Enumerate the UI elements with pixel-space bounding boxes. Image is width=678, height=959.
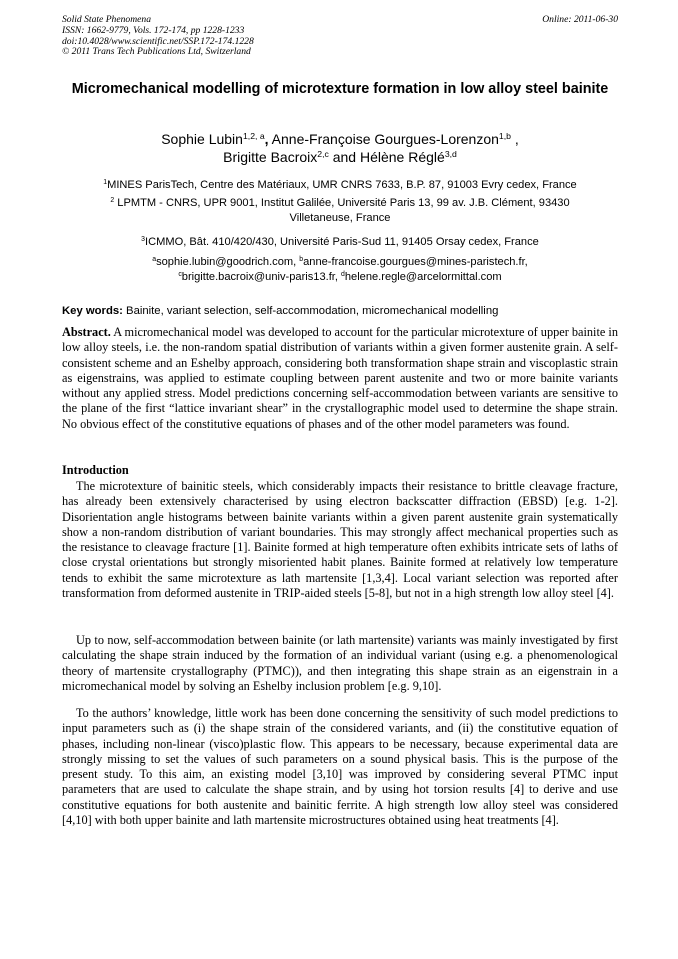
author-separator: ,: [264, 131, 269, 147]
affiliation-2: [62, 196, 618, 225]
online-date: Online: 2011-06-30: [542, 14, 618, 25]
paper-title: Micromechanical modelling of microtexture formation in low alloy steel bainite: [71, 81, 609, 97]
author-line-2: [62, 148, 618, 166]
intro-paragraph-3: To the authors’ knowledge, little work has been done concerning the sensitivity of such model predictions to input parameters such as (i) the shape strain of the considered variants, and (ii) the constitutive equation of phases, including non-linear (visco)plastic flow. This appears to be necessary, because experimental data are strongly missing to set the values of such parameters on a sound physical basis. This is the purpose of the present study. To this aim, an existing model [3,10] was improved by considering several PTMC input parameters that are used to calculate the shape strain, and by using hot torsion results [4] to derive and use constitutive equations for both austenite and bainitic ferrite. A high strength low alloy steel was considered [4,10] with both upper bainite and lath martensite microstructures obtained using heat treatments [4].: [62, 706, 618, 828]
abstract-label: Abstract.: [62, 325, 111, 339]
keywords: [62, 305, 618, 317]
affiliation-number: 2: [110, 197, 115, 205]
affiliation-1: [62, 178, 618, 193]
author-name: and Hélène Réglé: [328, 149, 445, 165]
intro-paragraph-1: The microtexture of bainitic steels, which considerably impacts their resistance to brittle cleavage fracture, has already been extensively characterised by using electron backscatter diffraction (EBSD) [e.g. 1-2]. Disorientation angle histograms between bainite variants within a given parent austenite grain systematically show a non-random distribution of variant boundaries. This may strongly affect mechanical properties such as the resistance to cleavage fracture [1]. Bainite formed at high temperature often exhibits intricate sets of laths of close crystal orientations but strongly misoriented habit planes. Bainite formed at relatively low temperature tends to exhibit the same microtexture as lath martensite [1,3,4]. Local variant selection was reported after transformation from deformed austenite in TRIP-aided steels [5-8], but not in a high strength low alloy steel [4].: [62, 479, 618, 601]
author-affiliation-mark: 1,2, a: [242, 131, 265, 142]
affiliation-text: MINES ParisTech, Centre des Matériaux, UMR CNRS 7633, B.P. 87, 91003 Evry cedex, France: [107, 179, 577, 191]
affiliation-number: 1: [103, 179, 108, 187]
author-name: Anne-Françoise Gourgues-Lorenzon: [268, 131, 499, 147]
affiliation-3: [62, 235, 618, 250]
email-link[interactable]: anne-francoise.gourgues@mines-paristech.fr,: [303, 256, 528, 268]
affiliation-text: LPMTM - CNRS, UPR 9001, Institut Galilée, Université Paris 13, 99 av. J.B. Clément, 93430: [114, 197, 570, 209]
keywords-text: Bainite, variant selection, self-accommodation, micromechanical modelling: [122, 305, 499, 317]
email-line-1: [62, 255, 618, 270]
email-line-2: [62, 270, 618, 285]
affiliation-text: ICMMO, Bât. 410/420/430, Université Paris-Sud 11, 91405 Orsay cedex, France: [145, 236, 539, 248]
email-mark: b: [299, 256, 304, 264]
email-mark: d: [341, 270, 345, 278]
email-mark: c: [178, 270, 182, 278]
issn-line: ISSN: 1662-9779, Vols. 172-174, pp 1228-1233: [62, 24, 245, 36]
author-line-1: [62, 130, 618, 148]
author-affiliation-mark: 2,c: [317, 149, 329, 160]
affiliation-line: [62, 196, 618, 211]
affiliation-number: 3: [141, 236, 145, 244]
author-affiliation-mark: 3,d: [444, 149, 457, 160]
journal-header: [62, 15, 618, 58]
journal-name: Solid State Phenomena: [62, 14, 151, 25]
email-link[interactable]: sophie.lubin@goodrich.com,: [156, 256, 300, 268]
author-list: [62, 130, 618, 166]
keywords-label: Key words:: [62, 305, 123, 317]
email-mark: a: [152, 256, 157, 264]
copyright-line: © 2011 Trans Tech Publications Ltd, Switzerland: [62, 46, 251, 58]
author-emails: [62, 255, 618, 284]
doi-line: doi:10.4028/www.scientific.net/SSP.172-174.1228: [62, 35, 254, 47]
email-link[interactable]: helene.regle@arcelormittal.com: [344, 270, 502, 283]
abstract: [62, 325, 618, 432]
author-name: Brigitte Bacroix: [223, 149, 318, 165]
email-link[interactable]: brigitte.bacroix@univ-paris13.fr,: [181, 270, 342, 283]
author-affiliation-mark: 1,b: [498, 131, 511, 142]
section-heading-introduction: Introduction: [62, 463, 129, 477]
author-name: Sophie Lubin: [161, 131, 243, 147]
intro-paragraph-2: Up to now, self-accommodation between bainite (or lath martensite) variants was mainly investigated by first calculating the shape strain induced by the formation of an individual variant (using e.g. a phenomenological theory of martensite crystallography (PTMC)), and then integrating this shape strain as an eigenstrain in a micromechanical model by solving an Eshelby inclusion problem [e.g. 9,10].: [62, 633, 618, 693]
abstract-text: A micromechanical model was developed to account for the particular microtexture of upper bainite in low alloy steels, i.e. the non-random spatial distribution of variants within a given former austenite grain. A self-consistent scheme and an Eshelby approach, considering both transformation shape strain and viscoplastic strain as eigenstrains, was applied to estimate coupling between parent austenite and two or more bainite variants without any applied stress. Model predictions concerning self-accommodation between variants are sensitive to the plane of the first “lattice invariant shear” in the crystallographic model used to determine the shape strain. No obvious effect of the constitutive equations of phases and of the other model parameters was found.: [62, 325, 618, 431]
author-separator: ,: [510, 131, 519, 147]
affiliation-line: Villetaneuse, France: [289, 211, 391, 224]
